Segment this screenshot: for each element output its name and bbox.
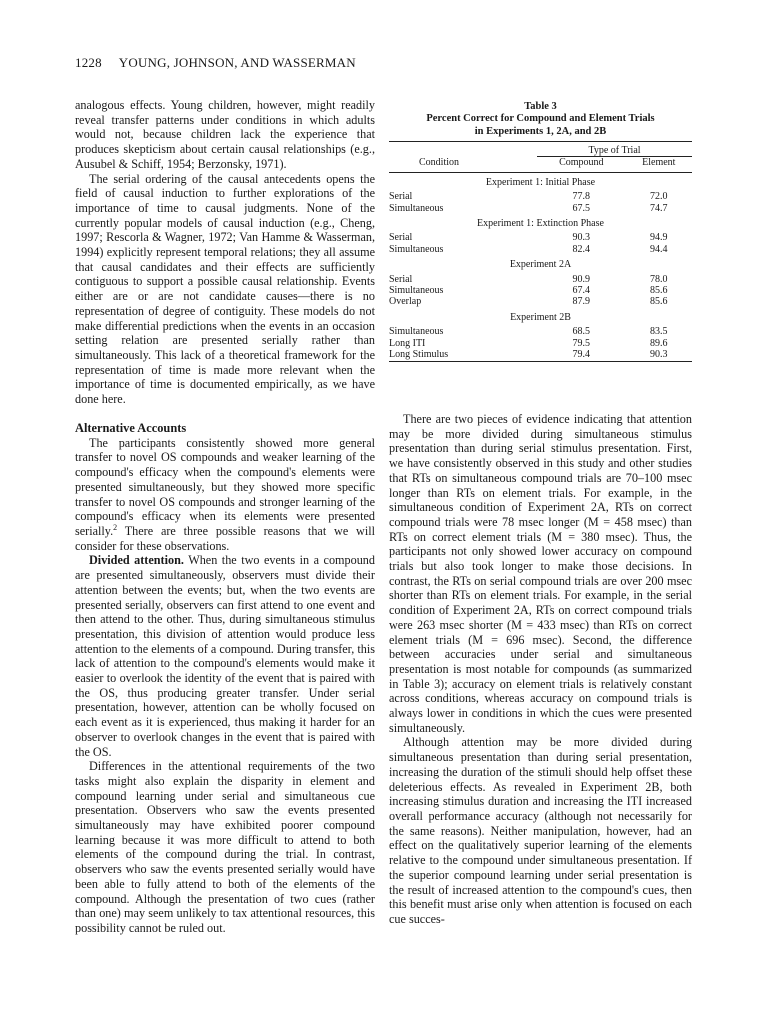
- table-group-label: Experiment 1: Initial Phase: [485, 176, 596, 188]
- cell-element: 85.6: [650, 296, 668, 308]
- table-row: [389, 338, 692, 349]
- cell-condition: Simultaneous: [389, 285, 444, 297]
- paragraph: [75, 553, 375, 759]
- table-row: [389, 203, 692, 214]
- table-row: [389, 244, 692, 255]
- run-in-heading: Divided attention.: [89, 553, 184, 568]
- table-row: [389, 274, 692, 285]
- table-title: in Experiments 1, 2A, and 2B: [474, 125, 607, 137]
- cell-compound: 90.3: [572, 232, 591, 244]
- cell-compound: 67.5: [572, 202, 591, 214]
- table-title: Percent Correct for Compound and Element Trials: [426, 113, 655, 124]
- cell-element: 83.5: [650, 326, 668, 338]
- table-group-label: Experiment 1: Extinction Phase: [477, 218, 604, 230]
- table-group-label: Experiment 2A: [509, 259, 572, 271]
- running-title: YOUNG, JOHNSON, AND WASSERMAN: [118, 55, 356, 70]
- cell-compound: 68.5: [572, 326, 591, 338]
- cell-element: 85.6: [650, 285, 668, 297]
- cell-condition: Simultaneous: [389, 202, 444, 214]
- paragraph: analogous effects. Young children, however, might readily reveal transfer patterns under conditions in which adults would not, because children lack the experience that produces skepticism about certain causal relationships (e.g., Ausubel & Schiff, 1954; Berzonsky, 1971).: [75, 98, 375, 171]
- results-table: [389, 142, 692, 361]
- table-row: [389, 349, 692, 360]
- table-row: [389, 191, 692, 202]
- paragraph: Differences in the attentional requirements of the two tasks might also explain the disparity in element and compound learning under serial and simultaneous cue presentation. Observers who saw the events presented simultaneously may have exhibited poorer compound learning because it was more difficult to attend to both elements of the compound during the trial. In contrast, observers who saw the events presented serially would have been able to fully attend to both of the elements of the compound. Although the presentation of two cues (rather than one) may seem unlikely to tax attentional resources, this possibility cannot be ruled out.: [75, 759, 375, 935]
- paragraph: Although attention may be more divided during simultaneous presentation than during serial presentation, increasing the duration of the stimuli should help offset these deleterious effects. As revealed in Experiment 2B, both increasing stimulus duration and increasing the ITI increased overall performance accuracy (although not necessarily for the same reasons). Neither manipulation, however, had an effect on the qualitatively superior learning of the elements relative to the compound under simultaneous presentation. If the superior compound learning under serial presentation is the result of increased attention to the compound's cues, then this benefit must arise only when attention is focused on each cue succes-: [389, 735, 692, 926]
- paragraph-text: The participants consistently showed more general transfer to novel OS compounds and weaker learning of the compound's efficacy when the compound's elements were presented simultaneously, but they showed more specific transfer to novel OS compounds and stronger learning of the compound's efficacy when its elements were presented serially.: [75, 435, 375, 538]
- cell-element: 78.0: [650, 273, 668, 285]
- cell-compound: 67.4: [572, 285, 591, 297]
- section-heading: Alternative Accounts: [75, 420, 187, 435]
- footnote-marker: 2: [113, 522, 118, 532]
- spanner-header: Type of Trial: [537, 145, 692, 157]
- cell-element: 74.7: [650, 202, 668, 214]
- cell-element: 89.6: [650, 337, 668, 349]
- paragraph-text: There are three possible reasons that we will consider for these observations.: [75, 523, 375, 553]
- right-column: [389, 412, 692, 927]
- cell-compound: 79.4: [572, 349, 591, 361]
- paragraph-text: When the two events in a compound are presented simultaneously, observers must divide their attention between the events; but, when the two events are presented serially, observers can first attend to one event and then attend to the other. Thus, during simultaneous stimulus presentation, this division of attention would produce less attention to the elements of a compound. During transfer, this lack of attention to the compound's elements would make it easier to overlook the identity of the event that is paired with the OS, thus producing greater transfer. Under serial presentation, however, attention can be wholly focused on each event as it is experienced, thus making it harder for an observer to overlook changes in the event that is paired with the OS.: [75, 553, 375, 759]
- table-row: [389, 232, 692, 243]
- table-row: [389, 296, 692, 307]
- cell-condition: Serial: [389, 191, 413, 203]
- cell-condition: Simultaneous: [389, 243, 444, 255]
- table-group-label: Experiment 2B: [510, 311, 571, 323]
- cell-condition: Simultaneous: [389, 326, 444, 338]
- paragraph: [75, 436, 375, 554]
- table-number: Table 3: [524, 101, 557, 112]
- running-header: [75, 55, 356, 71]
- cell-condition: Long Stimulus: [389, 349, 449, 361]
- paragraph: There are two pieces of evidence indicating that attention may be more divided during simultaneous stimulus presentation than during serial stimulus presentation. First, we have consistently observed in this study and other studies that RTs on simultaneous compound trials are 70–100 msec longer than RTs on element trials. For example, in the simultaneous condition of Experiment 2A, RTs on correct compound trials were 78 msec longer (M = 458 msec) than RTs on correct element trials (M = 380 msec). Thus, the participants not only showed lower accuracy on compound trials but also took longer to make those decisions. In contrast, the RTs on serial compound trials are over 200 msec shorter than RTs on element trials. For example, in the serial condition of Experiment 2A, RTs on correct compound trials were 263 msec shorter (M = 433 msec) than RTs on correct element trials (M = 696 msec). Second, the difference between accuracies under serial and simultaneous presentation is most notable for compounds (as summarized in Table 3); accuracy on element trials is relatively constant across conditions, whereas accuracy on compound trials is always lower in conditions in which the cues were presented simultaneously.: [389, 412, 692, 735]
- cell-element: 72.0: [650, 191, 668, 203]
- cell-condition: Serial: [389, 232, 413, 244]
- page-number: 1228: [75, 55, 102, 70]
- cell-compound: 82.4: [572, 243, 591, 255]
- cell-element: 90.3: [650, 349, 668, 361]
- column-header-element: Element: [642, 157, 676, 169]
- table-row: [389, 326, 692, 337]
- cell-condition: Serial: [389, 273, 413, 285]
- cell-element: 94.9: [650, 232, 668, 244]
- cell-condition: Long ITI: [389, 337, 426, 349]
- cell-compound: 79.5: [572, 337, 591, 349]
- cell-condition: Overlap: [389, 296, 422, 308]
- cell-compound: 90.9: [572, 273, 591, 285]
- left-column: [75, 98, 375, 936]
- cell-element: 94.4: [650, 243, 668, 255]
- table-row: [389, 285, 692, 296]
- column-header-condition: Condition: [419, 157, 460, 169]
- column-header-compound: Compound: [559, 157, 604, 169]
- table-3: [389, 100, 692, 362]
- cell-compound: 87.9: [572, 296, 591, 308]
- paragraph: The serial ordering of the causal antecedents opens the field of causal induction to further explorations of the importance of time to causal judgments. None of the currently popular models of causal induction (e.g., Cheng, 1997; Rescorla & Wagner, 1972; Van Hamme & Wasserman, 1994) explicitly represent temporal relations; they all assume that causal candidates and their effects are sufficiently contiguous to support a possible causal relationship. Events either are or are not candidate causes—there is no representation of degree of contiguity. These models do not make differential predictions when the events in an occasion setting relation are presented serially rather than simultaneously. This lack of a theoretical framework for the representation of time is made more relevant when the importance of time is documented empirically, as we have done here.: [75, 171, 375, 407]
- cell-compound: 77.8: [572, 191, 591, 203]
- table-bottom-rule: [389, 361, 692, 362]
